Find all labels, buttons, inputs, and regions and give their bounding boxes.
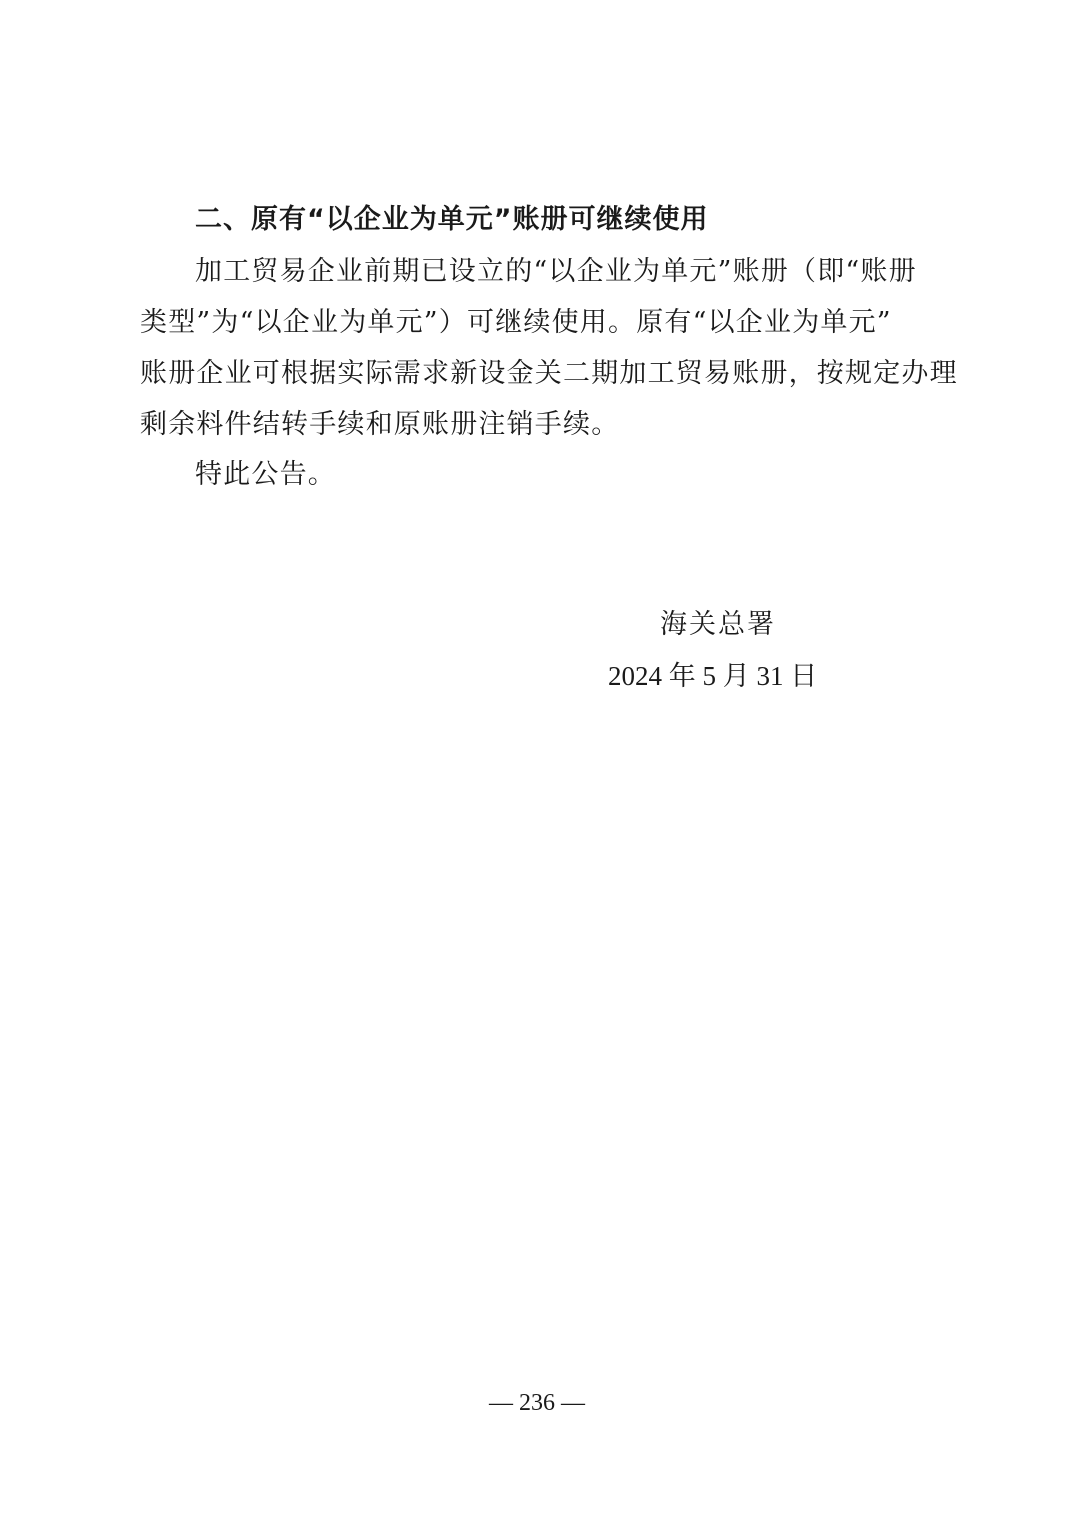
paragraph-line-1: 加工贸易企业前期已设立的“以企业为单元”账册（即“账册 <box>195 256 917 287</box>
paragraph-line-2: 类型”为“以企业为单元”）可继续使用。原有“以企业为单元” <box>140 307 892 338</box>
section-heading: 二、原有“以企业为单元”账册可继续使用 <box>195 204 709 235</box>
paragraph-line-3: 账册企业可根据实际需求新设金关二期加工贸易账册，按规定办理 <box>140 358 958 389</box>
paragraph-line-4: 剩余料件结转手续和原账册注销手续。 <box>140 409 620 440</box>
issue-date: 2024 年 5 月 31 日 <box>608 661 818 691</box>
page-number: — 236 — <box>489 1390 585 1416</box>
closing-statement: 特此公告。 <box>195 459 336 490</box>
issuer-name: 海关总署 <box>660 609 776 640</box>
